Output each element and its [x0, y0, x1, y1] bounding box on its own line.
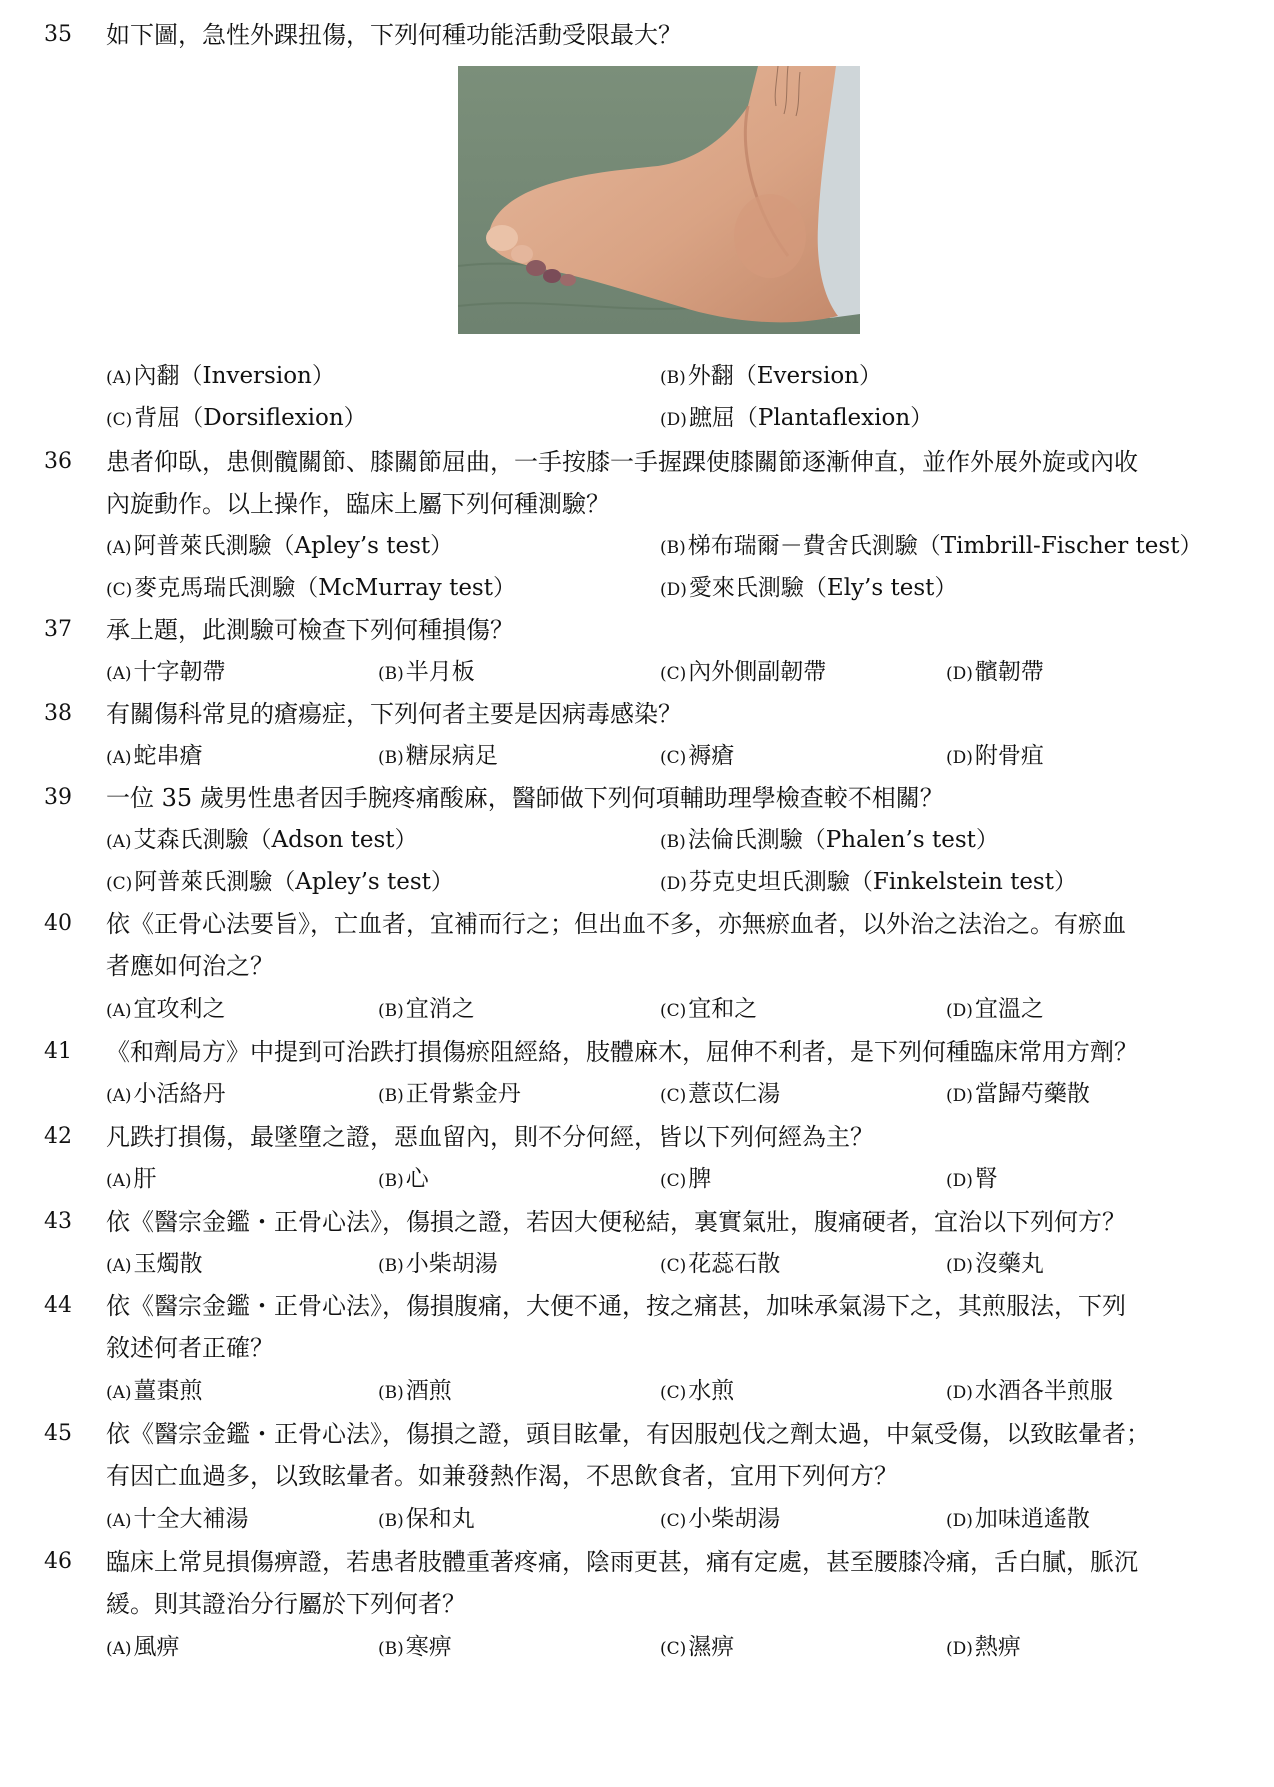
option-c[interactable]: (C)麥克馬瑞氏測驗（McMurray test）: [106, 575, 516, 601]
option-c[interactable]: (C)阿普萊氏測驗（Apley’s test）: [106, 869, 454, 895]
question-stem-line-2: 有因亡血過多，以致眩暈者。如兼發熱作渴，不思飲食者，宜用下列何方？: [106, 1462, 898, 1490]
option-b[interactable]: (B)法倫氏測驗（Phalen’s test）: [660, 827, 999, 853]
question-stem: 凡跌打損傷，最墜墮之證，惡血留內，則不分何經，皆以下列何經為主？: [106, 1123, 874, 1151]
option-d[interactable]: (D)宜溫之: [946, 996, 1044, 1022]
option-a[interactable]: (A)風痹: [106, 1634, 180, 1660]
question-stem: 依《醫宗金鑑・正骨心法》，傷損之證，若因大便秘結，裏實氣壯，腹痛硬者，宜治以下列何方？: [106, 1208, 1126, 1236]
question-stem-line-1: 依《醫宗金鑑・正骨心法》，傷損之證，頭目眩暈，有因服剋伐之劑太過，中氣受傷，以致眩暈者；: [106, 1420, 1150, 1448]
option-b[interactable]: (B)心: [378, 1166, 429, 1192]
question-number: 37: [44, 617, 72, 642]
option-a[interactable]: (A)肝: [106, 1166, 157, 1192]
option-a[interactable]: (A)十全大補湯: [106, 1506, 249, 1532]
option-b[interactable]: (B)寒痹: [378, 1634, 452, 1660]
question-number: 36: [44, 449, 72, 474]
swollen-ankle-photo: [458, 66, 860, 334]
option-a[interactable]: (A)內翻（Inversion）: [106, 363, 335, 389]
question-number: 45: [44, 1421, 72, 1446]
question-number: 42: [44, 1124, 72, 1149]
question-number: 39: [44, 785, 72, 810]
option-d[interactable]: (D)腎: [946, 1166, 998, 1192]
option-c[interactable]: (C)背屈（Dorsiflexion）: [106, 405, 367, 431]
option-c[interactable]: (C)宜和之: [660, 996, 758, 1022]
option-b[interactable]: (B)外翻（Eversion）: [660, 363, 882, 389]
option-c[interactable]: (C)薏苡仁湯: [660, 1081, 781, 1107]
option-d[interactable]: (D)水酒各半煎服: [946, 1378, 1113, 1404]
question-stem-line-2: 緩。則其證治分行屬於下列何者？: [106, 1590, 466, 1618]
question-stem-line-2: 敘述何者正確？: [106, 1334, 274, 1362]
option-c[interactable]: (C)花蕊石散: [660, 1251, 781, 1277]
question-stem-line-1: 依《正骨心法要旨》，亡血者，宜補而行之；但出血不多，亦無瘀血者，以外治之法治之。有瘀血: [106, 910, 1126, 938]
option-a[interactable]: (A)阿普萊氏測驗（Apley’s test）: [106, 533, 454, 559]
question-stem: 《和劑局方》中提到可治跌打損傷瘀阻經絡，肢體麻木，屈伸不利者，是下列何種臨床常用方劑？: [106, 1038, 1138, 1066]
question-number: 38: [44, 701, 72, 726]
question-number: 41: [44, 1039, 72, 1064]
option-d[interactable]: (D)髕韌帶: [946, 659, 1044, 685]
question-number: 43: [44, 1209, 72, 1234]
question-stem: 承上題，此測驗可檢查下列何種損傷？: [106, 616, 514, 644]
option-b[interactable]: (B)宜消之: [378, 996, 475, 1022]
question-stem: 一位 35 歲男性患者因手腕疼痛酸麻，醫師做下列何項輔助理學檢查較不相關？: [106, 784, 944, 812]
option-d[interactable]: (D)愛來氏測驗（Ely’s test）: [660, 575, 958, 601]
option-d[interactable]: (D)附骨疽: [946, 743, 1044, 769]
option-a[interactable]: (A)十字韌帶: [106, 659, 226, 685]
option-b[interactable]: (B)酒煎: [378, 1378, 452, 1404]
option-a[interactable]: (A)玉燭散: [106, 1251, 203, 1277]
option-d[interactable]: (D)沒藥丸: [946, 1251, 1044, 1277]
question-stem: 如下圖，急性外踝扭傷，下列何種功能活動受限最大？: [106, 21, 682, 49]
option-a[interactable]: (A)小活絡丹: [106, 1081, 226, 1107]
question-number: 40: [44, 911, 72, 936]
question-stem-line-2: 者應如何治之？: [106, 952, 274, 980]
option-d[interactable]: (D)熱痹: [946, 1634, 1021, 1660]
option-a[interactable]: (A)蛇串瘡: [106, 743, 203, 769]
option-b[interactable]: (B)正骨紫金丹: [378, 1081, 521, 1107]
option-a[interactable]: (A)艾森氏測驗（Adson test）: [106, 827, 418, 853]
option-d[interactable]: (D)當歸芍藥散: [946, 1081, 1090, 1107]
option-c[interactable]: (C)脾: [660, 1166, 712, 1192]
question-stem: 有關傷科常見的瘡瘍症，下列何者主要是因病毒感染？: [106, 700, 682, 728]
option-c[interactable]: (C)小柴胡湯: [660, 1506, 781, 1532]
option-d[interactable]: (D)蹠屈（Plantaflexion）: [660, 405, 934, 431]
option-b[interactable]: (B)糖尿病足: [378, 743, 498, 769]
option-c[interactable]: (C)褥瘡: [660, 743, 735, 769]
question-stem-line-1: 患者仰臥，患側髖關節、膝關節屈曲，一手按膝一手握踝使膝關節逐漸伸直，並作外展外旋或內收: [106, 448, 1138, 476]
option-b[interactable]: (B)保和丸: [378, 1506, 475, 1532]
option-c[interactable]: (C)濕痹: [660, 1634, 735, 1660]
option-a[interactable]: (A)宜攻利之: [106, 996, 226, 1022]
question-stem-line-2: 內旋動作。以上操作，臨床上屬下列何種測驗？: [106, 490, 610, 518]
option-c[interactable]: (C)內外側副韌帶: [660, 659, 827, 685]
option-c[interactable]: (C)水煎: [660, 1378, 735, 1404]
option-a[interactable]: (A)薑棗煎: [106, 1378, 203, 1404]
option-d[interactable]: (D)芬克史坦氏測驗（Finkelstein test）: [660, 869, 1077, 895]
question-stem-line-1: 依《醫宗金鑑・正骨心法》，傷損腹痛，大便不通，按之痛甚，加味承氣湯下之，其煎服法，下列: [106, 1292, 1126, 1320]
question-stem-line-1: 臨床上常見損傷痹證，若患者肢體重著疼痛，陰雨更甚，痛有定處，甚至腰膝冷痛，舌白膩，脈沉: [106, 1548, 1138, 1576]
option-d[interactable]: (D)加味逍遙散: [946, 1506, 1090, 1532]
option-b[interactable]: (B)梯布瑞爾－費舍氏測驗（Timbrill-Fischer test）: [660, 533, 1203, 559]
question-number: 44: [44, 1293, 72, 1318]
question-number: 35: [44, 22, 72, 47]
option-b[interactable]: (B)半月板: [378, 659, 475, 685]
question-number: 46: [44, 1549, 72, 1574]
option-b[interactable]: (B)小柴胡湯: [378, 1251, 498, 1277]
